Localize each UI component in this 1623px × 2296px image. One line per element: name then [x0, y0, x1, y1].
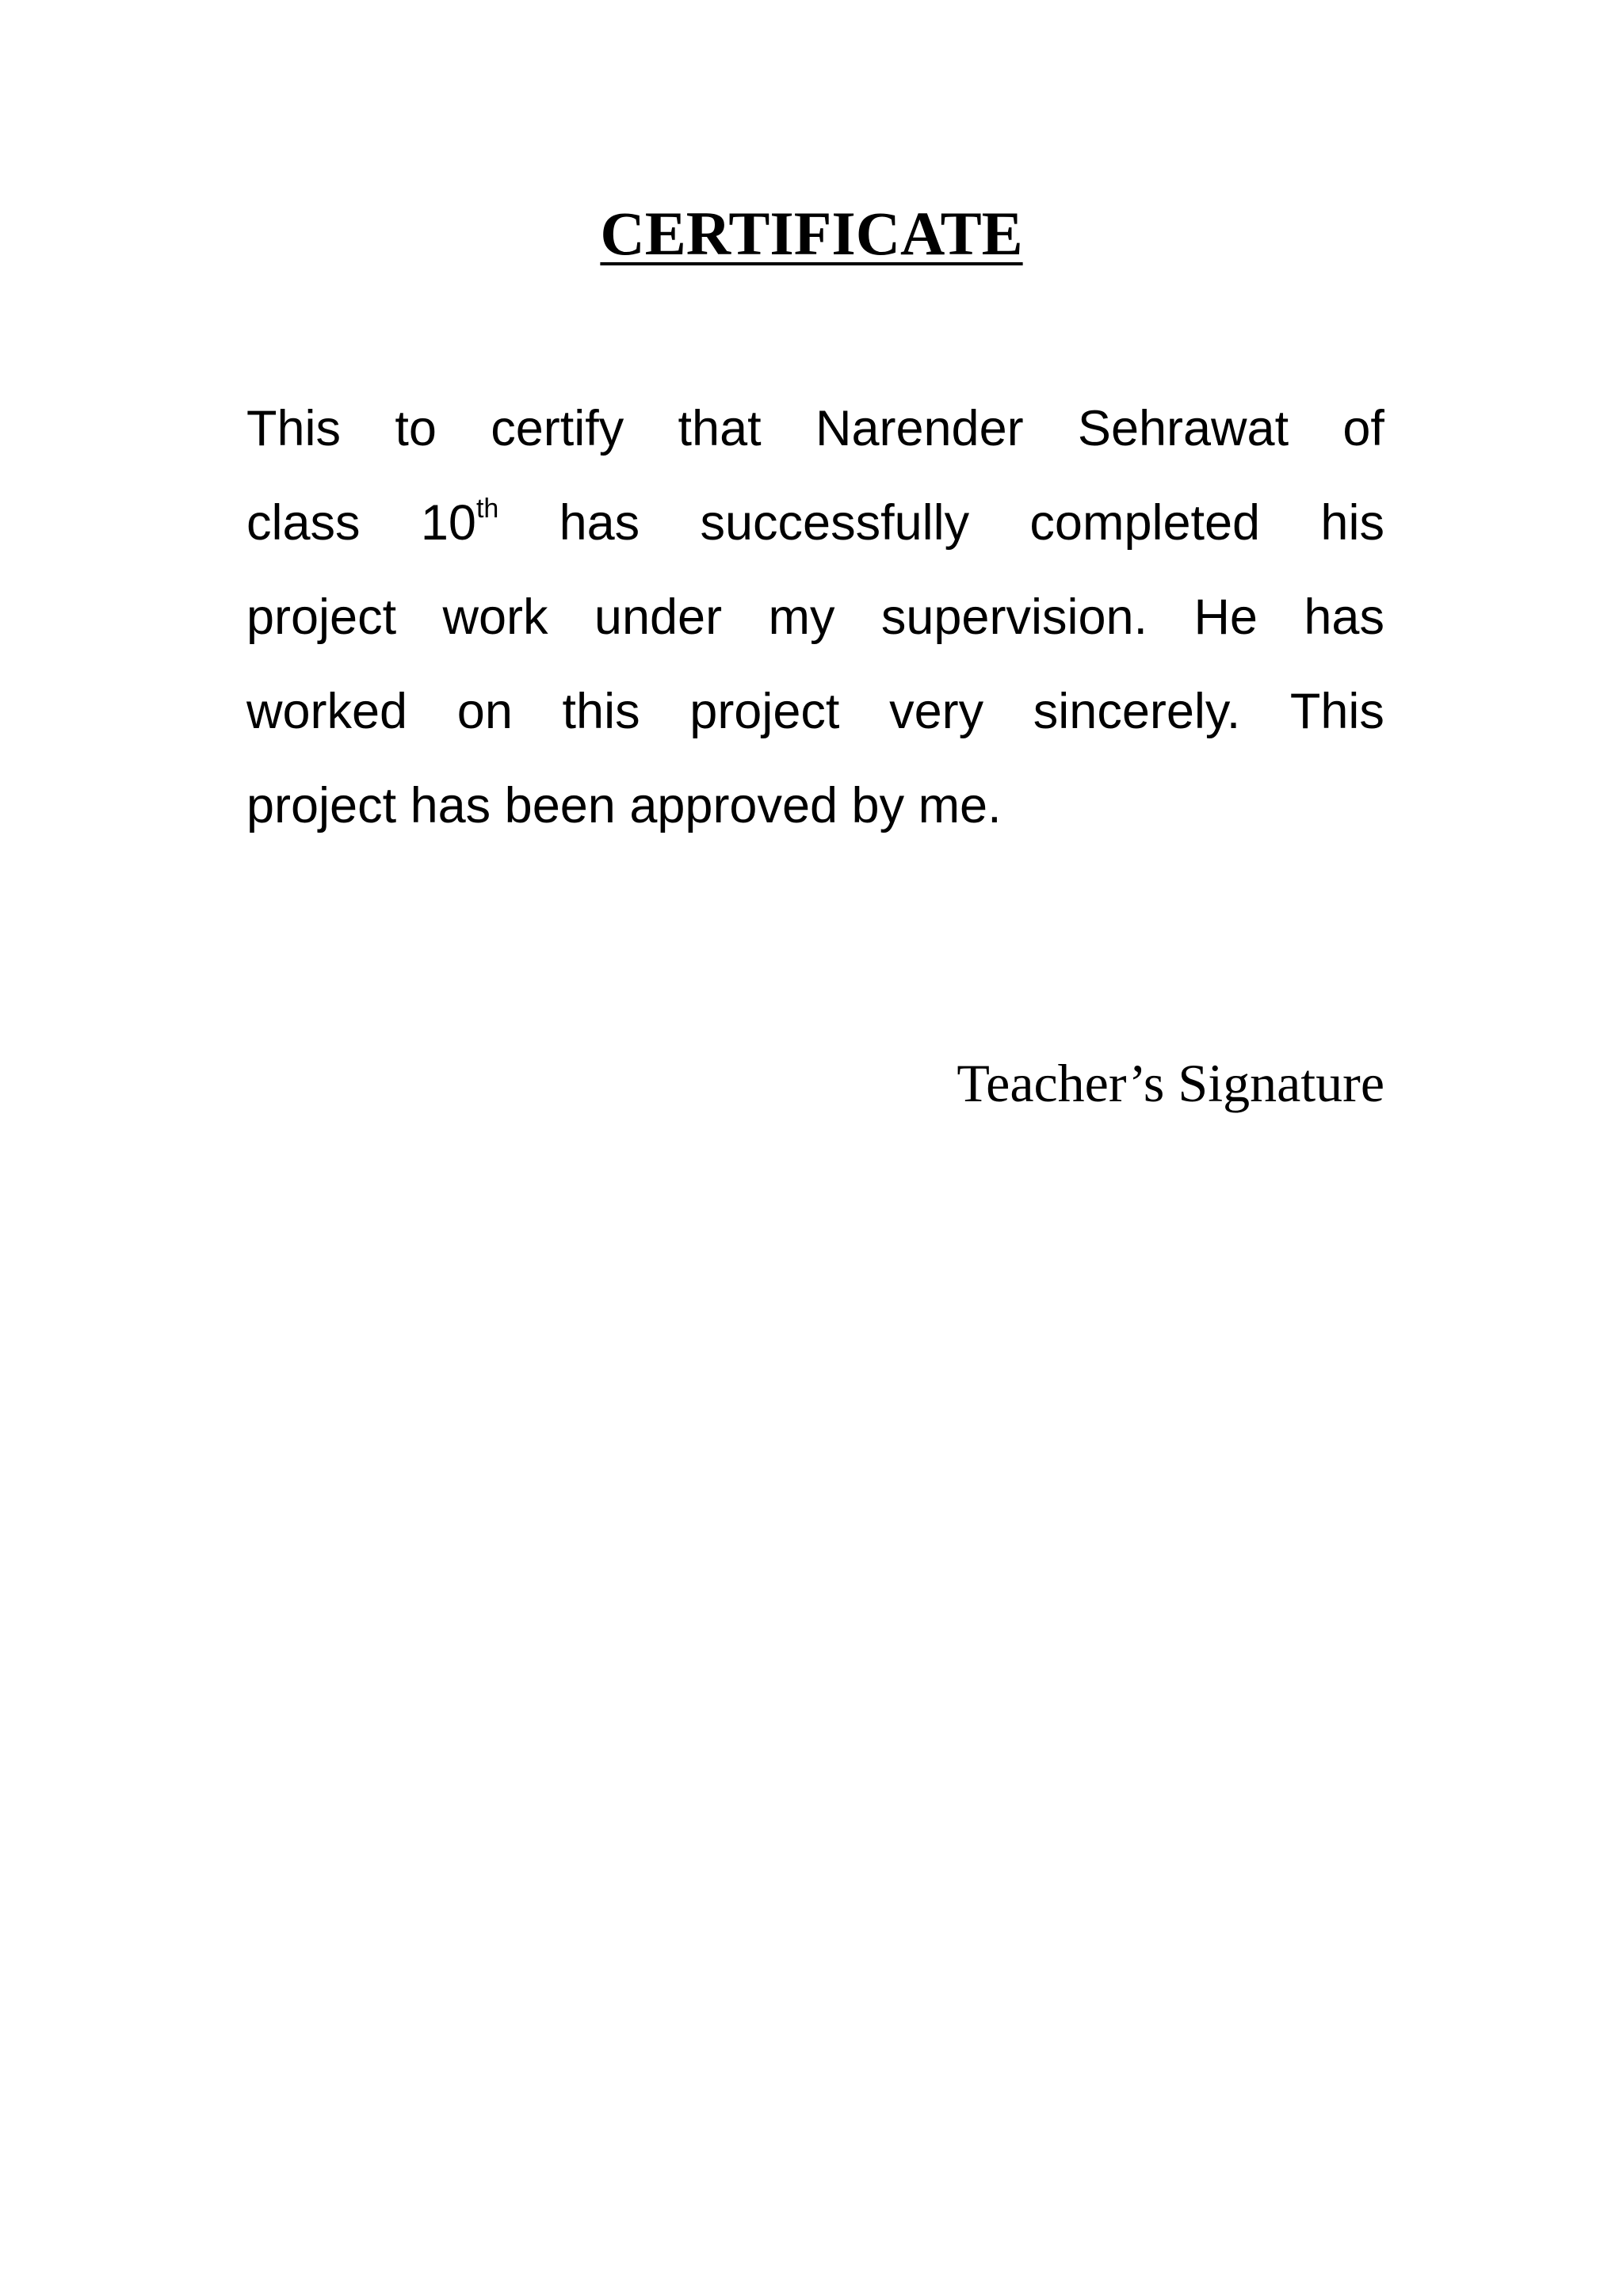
- word: to: [395, 401, 437, 456]
- word: worked: [246, 684, 408, 739]
- word: work: [442, 589, 548, 645]
- word: has: [559, 495, 640, 551]
- page-title: [0, 198, 1623, 269]
- word: This: [1289, 684, 1384, 739]
- word: of: [1342, 401, 1384, 456]
- body-line-5: project has been approved by me.: [246, 778, 1002, 833]
- body-line-1: [246, 382, 1384, 476]
- word: my: [768, 589, 835, 645]
- certificate-body: [246, 382, 1384, 853]
- word: under: [594, 589, 723, 645]
- word: project: [689, 684, 840, 739]
- title-text: CERTIFICATE: [600, 199, 1023, 268]
- body-line-3: [246, 570, 1384, 665]
- word: completed: [1029, 495, 1261, 551]
- word: very: [889, 684, 984, 739]
- class-value: 10: [420, 495, 476, 551]
- word: this: [562, 684, 640, 739]
- word: He: [1193, 589, 1258, 645]
- word: has: [1304, 589, 1384, 645]
- word: sincerely.: [1033, 684, 1241, 739]
- word: Narender: [815, 401, 1024, 456]
- ordinal-suffix: th: [475, 494, 499, 524]
- word: class: [246, 495, 361, 551]
- teacher-signature-label: Teacher’s Signature: [957, 1053, 1384, 1113]
- body-line-4: [246, 665, 1384, 759]
- word: successfully: [700, 495, 970, 551]
- body-line-2: [246, 476, 1384, 570]
- word: that: [678, 401, 762, 456]
- word: his: [1320, 495, 1384, 551]
- word: Sehrawat: [1077, 401, 1289, 456]
- word: This: [246, 401, 342, 456]
- word: project: [246, 589, 397, 645]
- word: certify: [491, 401, 624, 456]
- class-number: [421, 476, 498, 570]
- word: supervision.: [880, 589, 1148, 645]
- word: on: [456, 684, 513, 739]
